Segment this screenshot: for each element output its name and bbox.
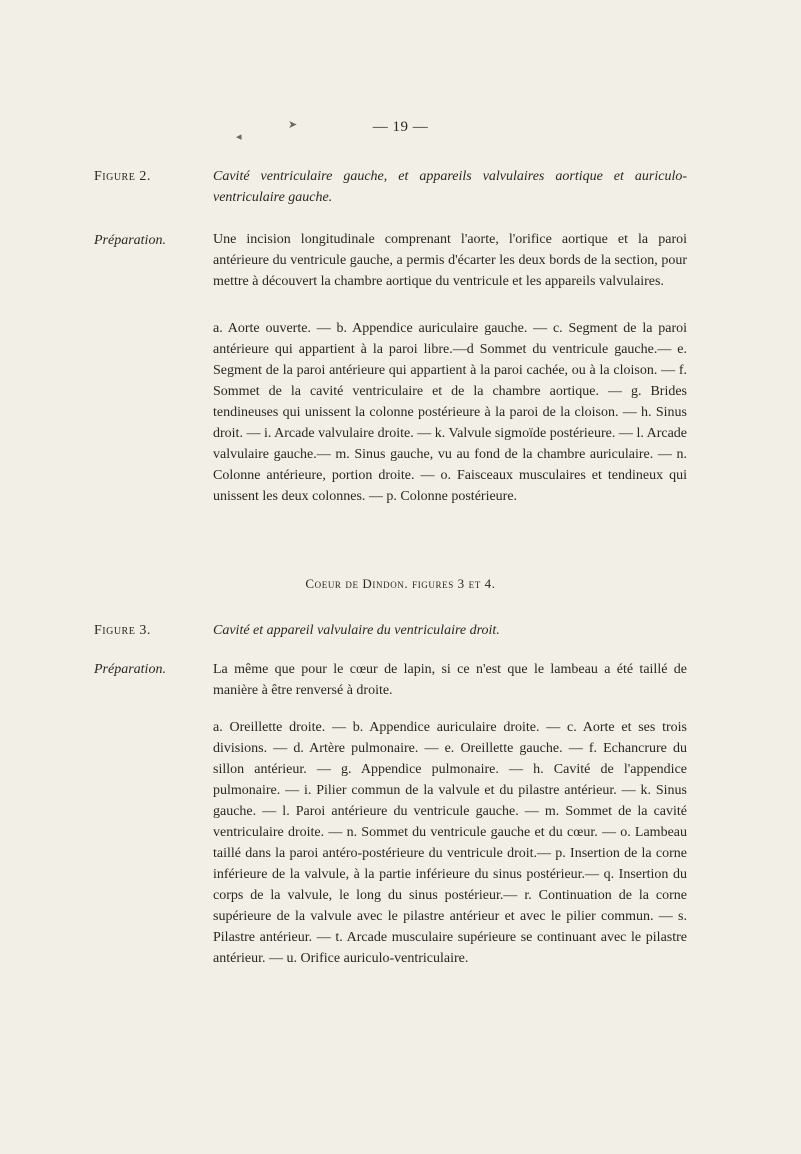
section-heading: Coeur de Dindon. figures 3 et 4.	[305, 576, 496, 591]
figure-3-caption: Cavité et appareil valvulaire du ventriculaire droit.	[213, 623, 500, 638]
preparation-2-text: Une incision longitudinale comprenant l'aorte, l'orifice aortique et la paroi antérieure du ventricule gauche, a permis d'écarter les deux bords de la section, pour mettre à découvert la chambre aortique du ventricule et les appareils valvulaires.	[213, 232, 687, 289]
preparation-3-label: Préparation.	[94, 662, 166, 677]
figure-2-label: Figure 2.	[94, 169, 151, 184]
figure-3-label: Figure 3.	[94, 623, 151, 638]
page-number: — 19 —	[372, 119, 429, 135]
preparation-3-text: La même que pour le cœur de lapin, si ce n'est que le lambeau a été taillé de manière à être renversé à droite.	[213, 662, 687, 698]
figure-2-legend: a. Aorte ouverte. — b. Appendice auriculaire gauche. — c. Segment de la paroi antérieure qui appartient à la paroi libre.—d Sommet du ventricule gauche.— e. Segment de la paroi antérieure qui appartient à la paroi cachée, ou à la cloison. — f. Sommet de la cavité ventriculaire et de la chambre aortique. — g. Brides tendineuses qui unissent la colonne postérieure à la paroi de la cloison. — h. Sinus droit. — i. Arcade valvulaire droite. — k. Valvule sigmoïde postérieure. — l. Arcade valvulaire gauche.— m. Sinus gauche, vu au fond de la chambre auriculaire. — n. Colonne antérieure, portion droite. — o. Faisceaux musculaires et tendineux qui unissent les deux colonnes. — p. Colonne postérieure.	[213, 321, 687, 504]
figure-2-caption: Cavité ventriculaire gauche, et appareils valvulaires aortique et auriculo-ventriculaire gauche.	[213, 169, 687, 205]
figure-3-legend: a. Oreillette droite. — b. Appendice auriculaire droite. — c. Aorte et ses trois divisions. — d. Artère pulmonaire. — e. Oreillette gauche. — f. Echancrure du sillon antérieur. — g. Appendice pulmonaire. — h. Cavité de l'appendice pulmonaire. — i. Pilier commun de la valvule et du pilastre antérieur. — k. Sinus gauche. — l. Paroi antérieure du ventricule gauche. — m. Sommet de la cavité ventriculaire droite. — n. Sommet du ventricule gauche et du cœur. — o. Lambeau taillé dans la paroi antéro-postérieure du ventricule droit.— p. Insertion de la corne inférieure de la valvule, à la partie inférieure du sinus postérieur.— q. Insertion du corps de la valvule, le long du sinus postérieur.— r. Continuation de la corne supérieure de la valvule avec le pilastre antérieur et avec le pilier commun. — s. Pilastre antérieur. — t. Arcade musculaire supérieure se continuant avec le pilastre antérieur. — u. Orifice auriculo-ventriculaire.	[213, 720, 687, 966]
scan-speck-tick: ◂	[236, 131, 242, 143]
preparation-2-label: Préparation.	[94, 233, 166, 248]
scan-speck-arrow: ➤	[288, 119, 298, 131]
